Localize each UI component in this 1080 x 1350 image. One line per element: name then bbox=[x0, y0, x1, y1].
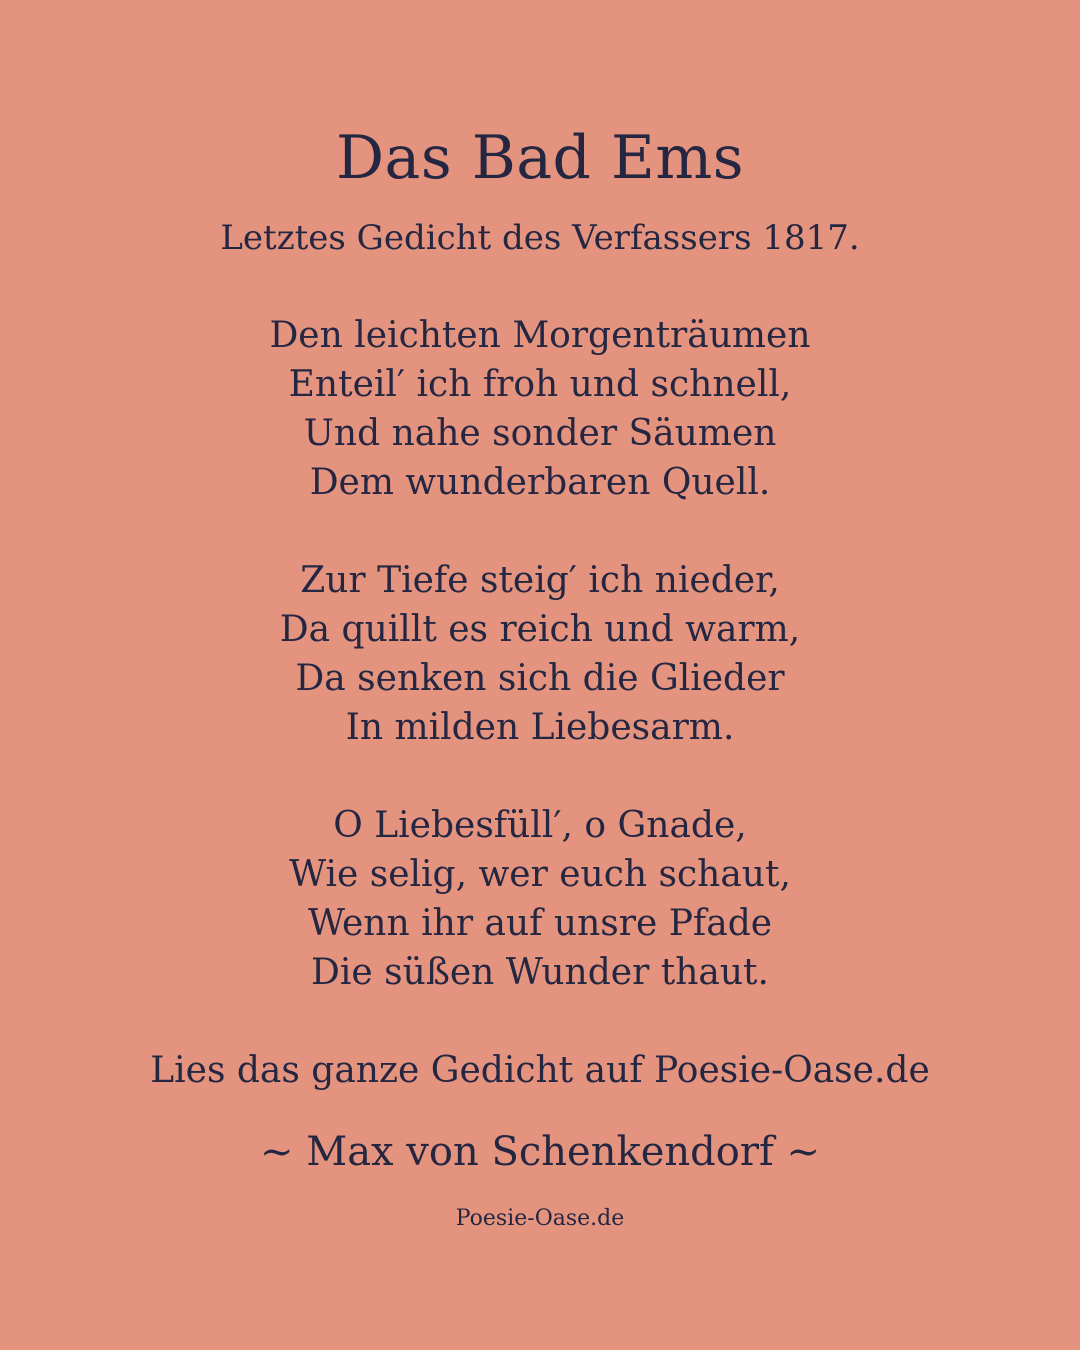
verse-line: Den leichten Morgenträumen bbox=[269, 315, 811, 356]
verse-line: Die süßen Wunder thaut. bbox=[311, 952, 769, 993]
verse-line: Da quillt es reich und warm, bbox=[279, 609, 801, 650]
verse-line: O Liebesfüll′, o Gnade, bbox=[333, 805, 747, 846]
verse-line: Enteil′ ich froh und schnell, bbox=[288, 364, 792, 405]
stanza-3 bbox=[0, 801, 1080, 997]
verse-line: Zur Tiefe steig′ ich nieder, bbox=[300, 560, 780, 601]
read-full-poem-text: Lies das ganze Gedicht auf Poesie-Oase.de bbox=[150, 1050, 930, 1091]
verse-line: Wie selig, wer euch schaut, bbox=[289, 854, 791, 895]
poem-subtitle: Letztes Gedicht des Verfassers 1817. bbox=[220, 218, 860, 258]
verse-line: Und nahe sonder Säumen bbox=[303, 413, 777, 454]
site-watermark: Poesie-Oase.de bbox=[455, 1206, 625, 1231]
verse-line: Dem wunderbaren Quell. bbox=[309, 462, 771, 503]
poem-title: Das Bad Ems bbox=[335, 123, 745, 193]
verse-line: In milden Liebesarm. bbox=[345, 707, 735, 748]
stanza-1 bbox=[0, 311, 1080, 507]
verse-line: Da senken sich die Glieder bbox=[295, 658, 785, 699]
stanza-2 bbox=[0, 556, 1080, 752]
poem-author: ~ Max von Schenkendorf ~ bbox=[260, 1129, 820, 1175]
verse-line: Wenn ihr auf unsre Pfade bbox=[307, 903, 773, 944]
